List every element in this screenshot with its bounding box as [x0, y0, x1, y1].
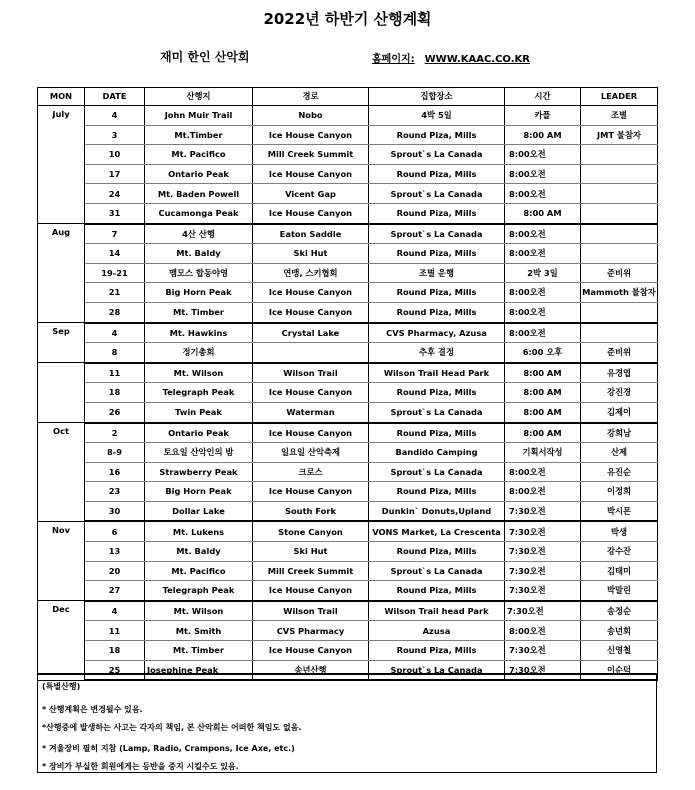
time-cell: 8:00 AM	[505, 363, 581, 383]
route-cell: Ice House Canyon	[253, 423, 369, 443]
time-cell: 8:00오전	[505, 462, 581, 482]
time-cell: 8:00 AM	[505, 402, 581, 422]
table-row	[38, 402, 658, 422]
month-cell: Dec	[38, 601, 85, 680]
leader-cell	[581, 184, 658, 204]
table-row	[38, 302, 658, 322]
place-cell: Mt. Wilson	[145, 601, 253, 621]
meeting-place-cell: Wilson Trail Head Park	[369, 363, 505, 383]
date-cell: 10	[85, 145, 145, 165]
time-cell: 8:00오전	[505, 621, 581, 641]
meeting-place-cell: Sprout`s La Canada	[369, 145, 505, 165]
meeting-place-cell: Round Piza, Mills	[369, 581, 505, 601]
route-cell	[253, 343, 369, 363]
route-cell: Wilson Trail	[253, 363, 369, 383]
header-date: DATE	[85, 88, 145, 106]
leader-cell	[581, 224, 658, 244]
date-cell: 11	[85, 363, 145, 383]
route-cell: Nobo	[253, 106, 369, 126]
table-row	[38, 263, 658, 283]
note-line: * 장비가 부실한 회원에게는 등반을 중지 시킬수도 있음.	[42, 762, 239, 771]
date-cell: 17	[85, 164, 145, 184]
meeting-place-cell: VONS Market, La Crescenta	[369, 521, 505, 541]
meeting-place-cell: Sprout`s La Canada	[369, 462, 505, 482]
date-cell: 23	[85, 482, 145, 502]
meeting-place-cell: Bandido Camping	[369, 443, 505, 463]
route-cell: Ice House Canyon	[253, 164, 369, 184]
leader-cell: 강진경	[581, 383, 658, 403]
time-cell: 8:00오전	[505, 184, 581, 204]
meeting-place-cell: Round Piza, Mills	[369, 542, 505, 562]
table-row	[38, 443, 658, 463]
table-row	[38, 363, 658, 383]
leader-cell	[581, 164, 658, 184]
date-cell: 18	[85, 641, 145, 661]
meeting-place-cell: Sprout`s La Canada	[369, 660, 505, 680]
meeting-place-cell: Wilson Trail head Park	[369, 601, 505, 621]
leader-cell: 박생	[581, 521, 658, 541]
time-cell: 2박 3일	[505, 263, 581, 283]
place-cell: 토요일 산악인의 밤	[145, 443, 253, 463]
leader-cell: 박시몬	[581, 501, 658, 521]
route-cell: Waterman	[253, 402, 369, 422]
time-cell: 기획서작성	[505, 443, 581, 463]
table-row	[38, 106, 658, 126]
place-cell: Strawberry Peak	[145, 462, 253, 482]
table-row	[38, 125, 658, 145]
route-cell: Ski Hut	[253, 244, 369, 264]
leader-cell	[581, 302, 658, 322]
date-cell: 21	[85, 283, 145, 303]
date-cell: 4	[85, 601, 145, 621]
note-line: *산행중에 발생하는 사고는 각자의 책임, 본 산악회는 어떠한 책임도 없음.	[42, 723, 302, 732]
schedule-table	[37, 87, 658, 681]
place-cell: Dollar Lake	[145, 501, 253, 521]
note-line: * 산행계획은 변경될수 있음.	[42, 705, 143, 714]
meeting-place-cell: Round Piza, Mills	[369, 302, 505, 322]
route-cell: 일요일 산악축제	[253, 443, 369, 463]
date-cell: 27	[85, 581, 145, 601]
time-cell: 7:30오전	[505, 521, 581, 541]
club-name: 재미 한인 산악회	[160, 50, 250, 64]
place-cell: John Muir Trail	[145, 106, 253, 126]
table-row	[38, 423, 658, 443]
table-row	[38, 542, 658, 562]
place-cell: Telegraph Peak	[145, 581, 253, 601]
route-cell: Ice House Canyon	[253, 283, 369, 303]
table-row	[38, 501, 658, 521]
header-mon: MON	[38, 88, 85, 106]
meeting-place-cell: Sprout`s La Canada	[369, 224, 505, 244]
route-cell: CVS Pharmacy	[253, 621, 369, 641]
date-cell: 11	[85, 621, 145, 641]
meeting-place-cell: 4박 5일	[369, 106, 505, 126]
date-cell: 3	[85, 125, 145, 145]
route-cell: Wilson Trail	[253, 601, 369, 621]
meeting-place-cell: 조별 운행	[369, 263, 505, 283]
meeting-place-cell: Round Piza, Mills	[369, 423, 505, 443]
place-cell: Mt.Timber	[145, 125, 253, 145]
leader-cell	[581, 145, 658, 165]
route-cell: Ice House Canyon	[253, 482, 369, 502]
date-cell: 18	[85, 383, 145, 403]
leader-cell: 준비위	[581, 263, 658, 283]
leader-cell: 조별	[581, 106, 658, 126]
route-cell: 연맹, 스키협회	[253, 263, 369, 283]
date-cell: 4	[85, 106, 145, 126]
homepage-label: 홈페이지:	[372, 54, 415, 65]
meeting-place-cell: Azusa	[369, 621, 505, 641]
route-cell: Ice House Canyon	[253, 125, 369, 145]
time-cell: 6:00 오후	[505, 343, 581, 363]
meeting-place-cell: Round Piza, Mills	[369, 383, 505, 403]
leader-cell: 송년회	[581, 621, 658, 641]
time-cell: 8:00 AM	[505, 383, 581, 403]
time-cell: 8:00 AM	[505, 423, 581, 443]
leader-cell: 이정희	[581, 482, 658, 502]
meeting-place-cell: CVS Pharmacy, Azusa	[369, 323, 505, 343]
time-cell: 7:30오전	[505, 581, 581, 601]
place-cell: 4산 산행	[145, 224, 253, 244]
leader-cell: Mammoth 불참자	[581, 283, 658, 303]
route-cell: Ice House Canyon	[253, 203, 369, 223]
leader-cell: 이순덕	[581, 660, 658, 680]
place-cell: Josephine Peak	[145, 660, 253, 680]
place-cell: Big Horn Peak	[145, 283, 253, 303]
month-cell: Aug	[38, 224, 85, 323]
leader-cell: 강희남	[581, 423, 658, 443]
place-cell: Mt. Baldy	[145, 542, 253, 562]
meeting-place-cell: Round Piza, Mills	[369, 125, 505, 145]
header-route: 경로	[253, 88, 369, 106]
place-cell: Mt. Smith	[145, 621, 253, 641]
time-cell: 7:30오전	[505, 501, 581, 521]
place-cell: 정기총회	[145, 343, 253, 363]
header-place: 산행지	[145, 88, 253, 106]
page-title: 2022년 하반기 산행계획	[263, 10, 432, 28]
date-cell: 14	[85, 244, 145, 264]
time-cell: 8:00오전	[505, 244, 581, 264]
time-cell: 카플	[505, 106, 581, 126]
leader-cell: JMT 불참자	[581, 125, 658, 145]
month-cell: Nov	[38, 521, 85, 600]
place-cell: Mt. Baden Powell	[145, 184, 253, 204]
time-cell: 7:30오전	[505, 660, 581, 680]
place-cell: Mt. Pacifico	[145, 561, 253, 581]
table-row	[38, 462, 658, 482]
date-cell: 31	[85, 203, 145, 223]
date-cell: 25	[85, 660, 145, 680]
time-cell: 7:30오전	[505, 561, 581, 581]
note-line: * 겨울장비 필히 지참 (Lamp, Radio, Crampons, Ice Axe, etc.)	[42, 744, 295, 753]
month-cell: Sep	[38, 323, 85, 363]
meeting-place-cell: Sprout`s La Canada	[369, 561, 505, 581]
place-cell: Mt. Lukens	[145, 521, 253, 541]
time-cell: 8:00 AM	[505, 125, 581, 145]
homepage-url[interactable]: WWW.KAAC.CO.KR	[424, 54, 530, 65]
leader-cell: 준비위	[581, 343, 658, 363]
place-cell: Mt. Hawkins	[145, 323, 253, 343]
date-cell: 30	[85, 501, 145, 521]
meeting-place-cell: Sprout`s La Canada	[369, 184, 505, 204]
meeting-place-cell: Dunkin` Donuts,Upland	[369, 501, 505, 521]
route-cell: South Fork	[253, 501, 369, 521]
date-cell: 8	[85, 343, 145, 363]
leader-cell	[581, 323, 658, 343]
table-row	[38, 343, 658, 363]
date-cell: 26	[85, 402, 145, 422]
route-cell: Ski Hut	[253, 542, 369, 562]
route-cell: 크로스	[253, 462, 369, 482]
table-row	[38, 581, 658, 601]
route-cell: Mill Creek Summit	[253, 145, 369, 165]
leader-cell: 산제	[581, 443, 658, 463]
route-cell: Stone Canyon	[253, 521, 369, 541]
route-cell: Vicent Gap	[253, 184, 369, 204]
meeting-place-cell: Sprout`s La Canada	[369, 402, 505, 422]
date-cell: 19-21	[85, 263, 145, 283]
date-cell: 8-9	[85, 443, 145, 463]
table-row	[38, 601, 658, 621]
time-cell: 7:30오전	[505, 641, 581, 661]
place-cell: 맴모스 합동야영	[145, 263, 253, 283]
leader-cell: 신영철	[581, 641, 658, 661]
route-cell: 송년산행	[253, 660, 369, 680]
time-cell: 7:30오전	[505, 601, 581, 621]
meeting-place-cell: Round Piza, Mills	[369, 164, 505, 184]
place-cell: Mt. Pacifico	[145, 145, 253, 165]
leader-cell: 박말린	[581, 581, 658, 601]
place-cell: Ontario Peak	[145, 164, 253, 184]
route-cell: Ice House Canyon	[253, 383, 369, 403]
leader-cell: 유경엽	[581, 363, 658, 383]
meeting-place-cell: Round Piza, Mills	[369, 641, 505, 661]
meeting-place-cell: Round Piza, Mills	[369, 482, 505, 502]
time-cell: 8:00오전	[505, 224, 581, 244]
table-row	[38, 203, 658, 223]
date-cell: 4	[85, 323, 145, 343]
place-cell: Ontario Peak	[145, 423, 253, 443]
date-cell: 16	[85, 462, 145, 482]
leader-cell: 유진순	[581, 462, 658, 482]
date-cell: 7	[85, 224, 145, 244]
place-cell: Mt. Timber	[145, 302, 253, 322]
meeting-place-cell: Round Piza, Mills	[369, 283, 505, 303]
route-cell: Eaton Saddle	[253, 224, 369, 244]
date-cell: 24	[85, 184, 145, 204]
leader-cell	[581, 203, 658, 223]
note-line: (특별산행)	[42, 682, 81, 691]
date-cell: 20	[85, 561, 145, 581]
time-cell: 8:00오전	[505, 145, 581, 165]
route-cell: Ice House Canyon	[253, 641, 369, 661]
place-cell: Mt. Baldy	[145, 244, 253, 264]
meeting-place-cell: Round Piza, Mills	[369, 203, 505, 223]
route-cell: Ice House Canyon	[253, 581, 369, 601]
table-row	[38, 283, 658, 303]
table-header-row	[38, 88, 658, 106]
time-cell: 8:00 AM	[505, 203, 581, 223]
leader-cell	[581, 244, 658, 264]
time-cell: 8:00오전	[505, 323, 581, 343]
place-cell: Mt. Wilson	[145, 363, 253, 383]
place-cell: Big Horn Peak	[145, 482, 253, 502]
month-cell: July	[38, 106, 85, 224]
schedule-body	[38, 106, 658, 681]
route-cell: Crystal Lake	[253, 323, 369, 343]
meeting-place-cell: Round Piza, Mills	[369, 244, 505, 264]
time-cell: 8:00오전	[505, 283, 581, 303]
date-cell: 6	[85, 521, 145, 541]
table-row	[38, 323, 658, 343]
date-cell: 2	[85, 423, 145, 443]
leader-cell: 강수잔	[581, 542, 658, 562]
month-cell	[38, 363, 85, 423]
table-row	[38, 224, 658, 244]
table-row	[38, 561, 658, 581]
table-row	[38, 184, 658, 204]
header-meeting-place: 집합장소	[369, 88, 505, 106]
route-cell: Mill Creek Summit	[253, 561, 369, 581]
table-row	[38, 164, 658, 184]
leader-cell: 송정순	[581, 601, 658, 621]
route-cell: Ice House Canyon	[253, 302, 369, 322]
table-row	[38, 521, 658, 541]
table-row	[38, 621, 658, 641]
table-row	[38, 145, 658, 165]
leader-cell: 김제이	[581, 402, 658, 422]
homepage	[372, 50, 530, 65]
table-row	[38, 383, 658, 403]
time-cell: 8:00오전	[505, 164, 581, 184]
notes-box	[37, 673, 657, 773]
leader-cell: 김태미	[581, 561, 658, 581]
table-row	[38, 244, 658, 264]
place-cell: Twin Peak	[145, 402, 253, 422]
time-cell: 8:00오전	[505, 482, 581, 502]
date-cell: 28	[85, 302, 145, 322]
time-cell: 7:30오전	[505, 542, 581, 562]
place-cell: Cucamonga Peak	[145, 203, 253, 223]
time-cell: 8:00오전	[505, 302, 581, 322]
place-cell: Mt. Timber	[145, 641, 253, 661]
date-cell: 13	[85, 542, 145, 562]
month-cell: Oct	[38, 423, 85, 522]
table-row	[38, 641, 658, 661]
header-time: 시간	[505, 88, 581, 106]
table-row	[38, 482, 658, 502]
header-leader: LEADER	[581, 88, 658, 106]
place-cell: Telegraph Peak	[145, 383, 253, 403]
meeting-place-cell: 추후 결정	[369, 343, 505, 363]
